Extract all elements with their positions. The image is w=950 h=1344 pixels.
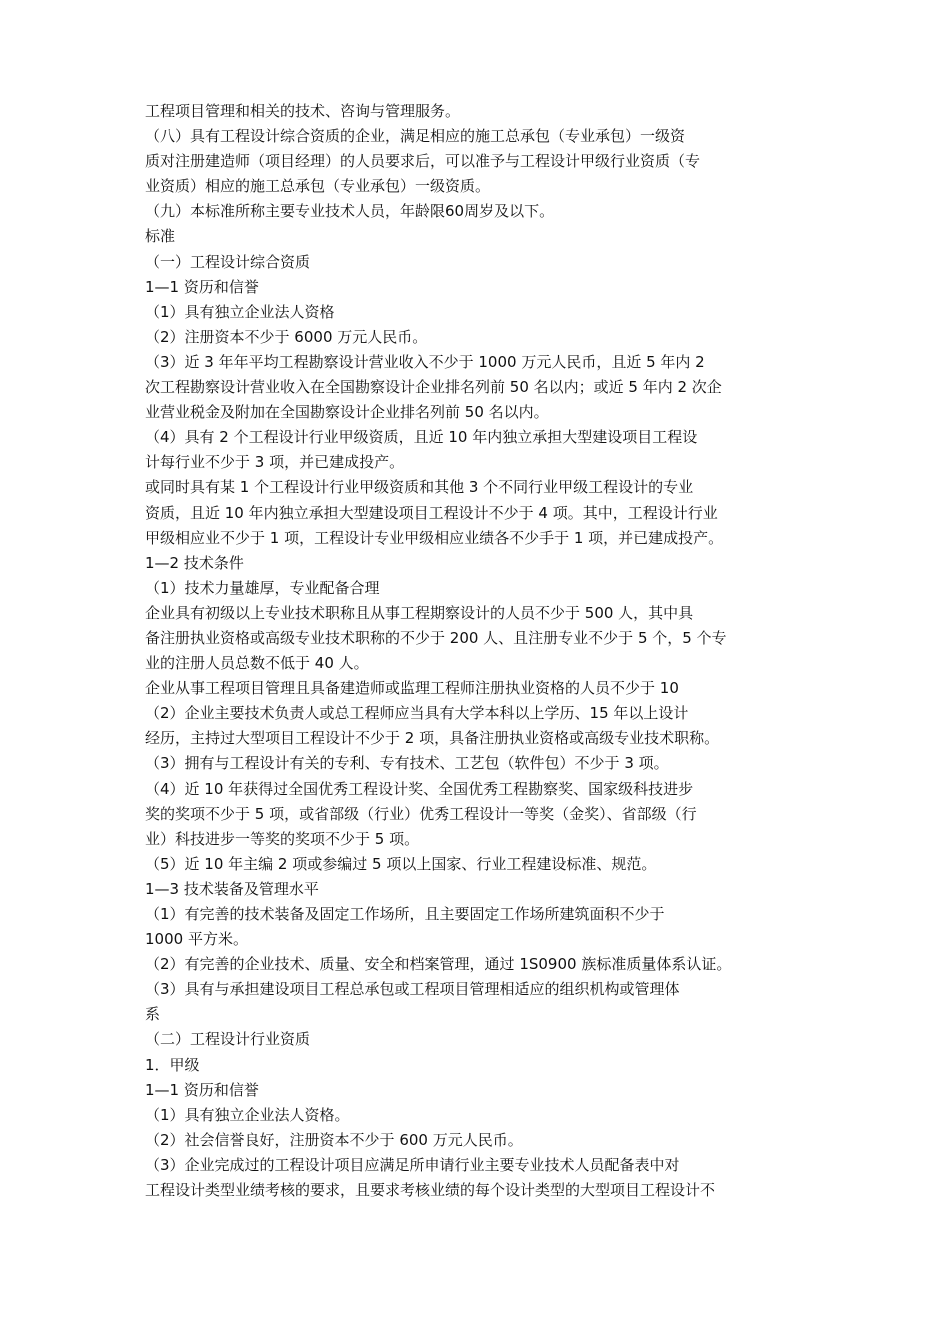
text-line: 企业从事工程项目管理且具备建造师或监理工程师注册执业资格的人员不少于 10 bbox=[145, 679, 679, 698]
text-line: 标准 bbox=[145, 227, 176, 246]
text-line: （二）工程设计行业资质 bbox=[145, 1030, 311, 1049]
text-line: 工程项目管理和相关的技术、咨询与管理服务。 bbox=[145, 102, 461, 120]
text-line: 1—1 资历和信誉 bbox=[145, 277, 259, 296]
text-line: 1．甲级 bbox=[145, 1055, 200, 1074]
text-line: 1—1 资历和信誉 bbox=[145, 1080, 259, 1099]
text-line: （5）近 10 年主编 2 项或参编过 5 项以上国家、行业工程建设标准、规范。 bbox=[145, 854, 657, 873]
text-line: （3）近 3 年年平均工程勘察设计营业收入不少于 1000 万元人民币，且近 5 年内 2 bbox=[145, 352, 705, 371]
text-line: 次工程勘察设计营业收入在全国勘察设计企业排名列前 50 名以内；或近 5 年内 2 次企 bbox=[145, 378, 722, 397]
text-line: 质对注册建造师（项目经理）的人员要求后，可以准予与工程设计甲级行业资质（专 bbox=[145, 152, 701, 171]
text-line: 业的注册人员总数不低于 40 人。 bbox=[145, 654, 369, 673]
text-line: 1—3 技术装备及管理水平 bbox=[145, 879, 319, 898]
text-line: 或同时具有某 1 个工程设计行业甲级资质和其他 3 个不同行业甲级工程设计的专业 bbox=[145, 478, 694, 497]
text-line: 业营业税金及附加在全国勘察设计企业排名列前 50 名以内。 bbox=[145, 403, 549, 422]
text-line: 业资质）相应的施工总承包（专业承包）一级资质。 bbox=[145, 177, 491, 196]
text-line: （八）具有工程设计综合资质的企业，满足相应的施工总承包（专业承包）一级资 bbox=[145, 127, 686, 146]
text-line: 甲级相应业不少于 1 项，工程设计专业甲级相应业绩各不少手于 1 项，并已建成投产。 bbox=[145, 528, 724, 547]
text-line: 备注册执业资格或高级专业技术职称的不少于 200 人、且注册专业不少于 5 个，5 个专 bbox=[145, 628, 727, 647]
text-line: （3）具有与承担建设项目工程总承包或工程项目管理相适应的组织机构或管理体 bbox=[145, 980, 680, 999]
text-line: （3）企业完成过的工程设计项目应满足所申请行业主要专业技术人员配备表中对 bbox=[145, 1155, 680, 1174]
text-line: （1）技术力量雄厚，专业配备合理 bbox=[145, 578, 380, 597]
text-line: 资质，且近 10 年内独立承担大型建设项目工程设计不少于 4 项。其中，工程设计行业 bbox=[145, 503, 718, 522]
text-line: 企业具有初级以上专业技术职称且从事工程期察设计的人员不少于 500 人，其中具 bbox=[145, 603, 694, 622]
text-line: （4）具有 2 个工程设计行业甲级资质，且近 10 年内独立承担大型建设项目工程设 bbox=[145, 428, 698, 447]
text-line: （1）具有独立企业法人资格 bbox=[145, 302, 335, 321]
text-line: （1）有完善的技术装备及固定工作场所，且主要固定工作场所建筑面积不少于 bbox=[145, 905, 665, 923]
text-line: （一）工程设计综合资质 bbox=[145, 252, 311, 271]
text-line: （2）有完善的企业技术、质量、安全和档案管理，通过 1S0900 族标准质量体系认证。 bbox=[145, 955, 732, 974]
text-line: （4）近 10 年获得过全国优秀工程设计奖、全国优秀工程勘察奖、国家级科技进步 bbox=[145, 779, 694, 798]
document-body bbox=[145, 99, 795, 1203]
text-line: 1—2 技术条件 bbox=[145, 553, 244, 572]
text-line: 奖的奖项不少于 5 项，或省部级（行业）优秀工程设计一等奖（金奖）、省部级（行 bbox=[145, 804, 697, 823]
text-line: （2）社会信誉良好，注册资本不少于 600 万元人民币。 bbox=[145, 1130, 523, 1149]
text-line: （2）注册资本不少于 6000 万元人民币。 bbox=[145, 327, 428, 346]
text-line: 业）科技进步一等奖的奖项不少于 5 项。 bbox=[145, 829, 420, 848]
text-line: 工程设计类型业绩考核的要求，且要求考核业绩的每个设计类型的大型项目工程设计不 bbox=[145, 1181, 716, 1200]
text-line: 计每行业不少于 3 项，并已建成投产。 bbox=[145, 453, 405, 472]
text-line: （3）拥有与工程设计有关的专利、专有技术、工艺包（软件包）不少于 3 项。 bbox=[145, 754, 669, 773]
text-line: 系 bbox=[145, 1005, 161, 1024]
text-line: （2）企业主要技术负责人或总工程师应当具有大学本科以上学历、15 年以上设计 bbox=[145, 704, 689, 723]
text-line: 1000 平方米。 bbox=[145, 930, 248, 949]
text-line: 经历，主持过大型项目工程设计不少于 2 项，具备注册执业资格或高级专业技术职称。 bbox=[145, 729, 720, 748]
text-line: （1）具有独立企业法人资格。 bbox=[145, 1105, 350, 1124]
text-line: （九）本标准所称主要专业技术人员，年龄限60周岁及以下。 bbox=[145, 202, 555, 221]
